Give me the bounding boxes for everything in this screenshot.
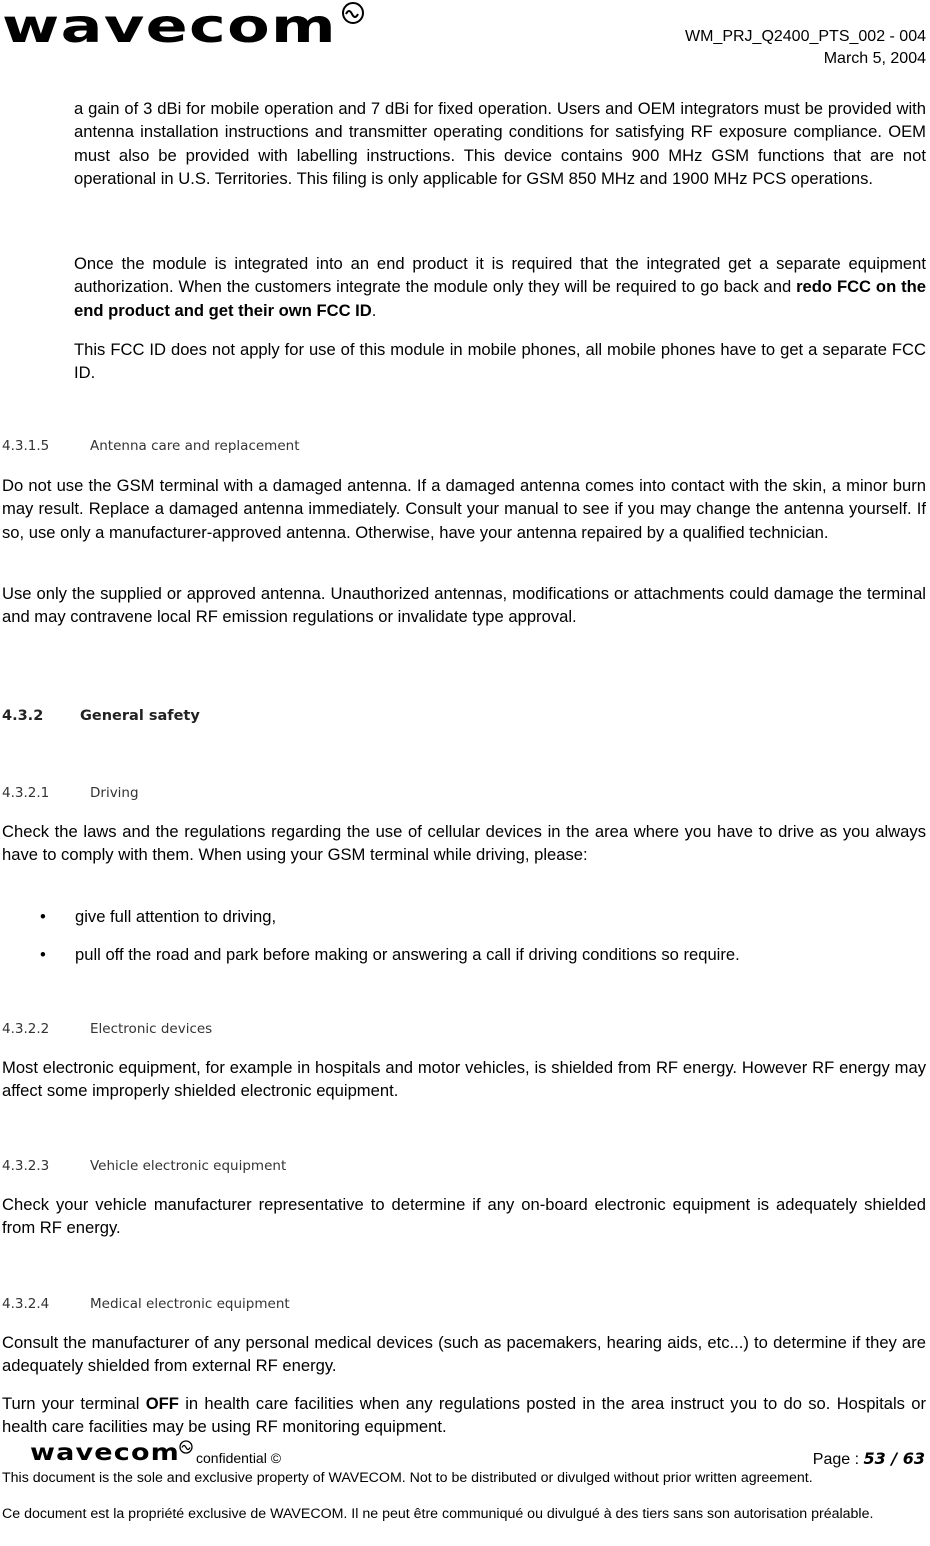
- medical-equipment-paragraph-1: Consult the manufacturer of any personal medical devices (such as pacemakers, hearing aids, etc...) to determine if they are adequately shielded from external RF energy.: [2, 1333, 926, 1376]
- section-number: 4.3.2.2: [2, 1021, 50, 1037]
- document-header: [685, 26, 926, 70]
- medical-p2-end: in health care facilities when any regulations posted in the area instruct you to do so. Hospitals or health care facilities may be using RF monitoring equipment.: [2, 1394, 926, 1437]
- medical-p2-text: Turn your terminal: [2, 1394, 146, 1413]
- footer-notice-french: Ce document est la propriété exclusive de WAVECOM. Il ne peut être communiqué ou divulgué à des tiers sans son autorisation préalable.: [2, 1506, 874, 1522]
- bullet-icon: •: [40, 945, 46, 964]
- svg-text:wavecom: wavecom: [2, 2, 337, 50]
- section-title: Medical electronic equipment: [90, 1296, 290, 1312]
- medical-equipment-paragraph-2: [2, 1392, 926, 1439]
- heading-4-3-2-4: [2, 1296, 290, 1312]
- vehicle-equipment-paragraph: Check your vehicle manufacturer representative to determine if any on-board electronic equipment is adequately shielded from RF energy.: [2, 1195, 926, 1238]
- section-title: Vehicle electronic equipment: [90, 1158, 287, 1174]
- antenna-care-paragraph-1: Do not use the GSM terminal with a damaged antenna. If a damaged antenna comes into contact with the skin, a minor burn may result. Replace a damaged antenna immediately. Consult your manual to see if you may change the antenna yourself. If so, use only a manufacturer-approved antenna. Otherwise, have your antenna repaired by a qualified technician.: [2, 476, 926, 542]
- intro-paragraph-2: [74, 252, 926, 322]
- svg-text:wavecom: wavecom: [30, 1440, 180, 1464]
- bullet-item: [40, 905, 276, 928]
- bullet-text: pull off the road and park before making or answering a call if driving conditions so require.: [75, 945, 740, 964]
- section-title: Driving: [90, 785, 139, 801]
- heading-4-3-2-1: [2, 785, 139, 801]
- intro-p2-emphasis: redo FCC on the end product and get their own FCC ID: [74, 277, 926, 320]
- bullet-text: give full attention to driving,: [75, 907, 277, 926]
- intro-p2-text: Once the module is integrated into an end product it is required that the integrated get a separate equipment authorization. When the customers integrate the module only they will be required to go back and: [74, 254, 926, 297]
- section-number: 4.3.1.5: [2, 438, 50, 454]
- section-number: 4.3.2.3: [2, 1158, 50, 1174]
- section-title: Antenna care and replacement: [90, 438, 300, 454]
- section-title: General safety: [80, 708, 200, 724]
- document-date: March 5, 2004: [823, 50, 926, 67]
- page-label: Page :: [812, 1451, 864, 1468]
- section-number: 4.3.2.4: [2, 1296, 50, 1312]
- logo-swirl-icon: [343, 3, 363, 23]
- section-number: 4.3.2.1: [2, 785, 50, 801]
- section-title: Electronic devices: [90, 1021, 213, 1037]
- electronic-devices-paragraph: Most electronic equipment, for example in hospitals and motor vehicles, is shielded from RF energy. However RF energy may affect some improperly shielded electronic equipment.: [2, 1058, 926, 1101]
- footer-notice-english: This document is the sole and exclusive property of WAVECOM. Not to be distributed or divulged without prior written agreement.: [2, 1470, 813, 1486]
- page-number-value: 53 / 63: [863, 1449, 925, 1468]
- intro-p2-end: .: [371, 300, 377, 320]
- footer-logo-swirl-icon: [180, 1441, 192, 1453]
- antenna-care-paragraph-2: Use only the supplied or approved antenna. Unauthorized antennas, modifications or attachments could damage the terminal and may contravene local RF emission regulations or invalidate type approval.: [2, 584, 926, 627]
- medical-p2-emphasis: OFF: [145, 1394, 179, 1413]
- wavecom-logo: [2, 2, 364, 50]
- heading-4-3-2: [2, 708, 200, 724]
- section-number: 4.3.2: [2, 708, 44, 724]
- footer-page-number: [813, 1449, 925, 1469]
- footer-wavecom-logo: [30, 1440, 194, 1464]
- document-reference: WM_PRJ_Q2400_PTS_002 - 004: [684, 28, 926, 45]
- heading-4-3-2-3: [2, 1158, 286, 1174]
- intro-paragraph-1: a gain of 3 dBi for mobile operation and 7 dBi for fixed operation. Users and OEM integrators must be provided with antenna installation instructions and transmitter operating conditions for satisfying RF exposure compliance. OEM must also be provided with labelling instructions. This device contains 900 MHz GSM functions that are not operational in U.S. Territories. This filing is only applicable for GSM 850 MHz and 1900 MHz PCS operations.: [74, 99, 926, 188]
- heading-4-3-2-2: [2, 1021, 212, 1037]
- bullet-item: [40, 943, 740, 966]
- driving-paragraph: Check the laws and the regulations regarding the use of cellular devices in the area where you have to drive as you always have to comply with them. When using your GSM terminal while driving, please:: [2, 822, 926, 865]
- heading-4-3-1-5: [2, 438, 300, 454]
- bullet-icon: •: [40, 907, 46, 926]
- footer-confidential: confidential ©: [196, 1450, 282, 1466]
- intro-paragraph-3: This FCC ID does not apply for use of this module in mobile phones, all mobile phones have to get a separate FCC ID.: [74, 340, 926, 383]
